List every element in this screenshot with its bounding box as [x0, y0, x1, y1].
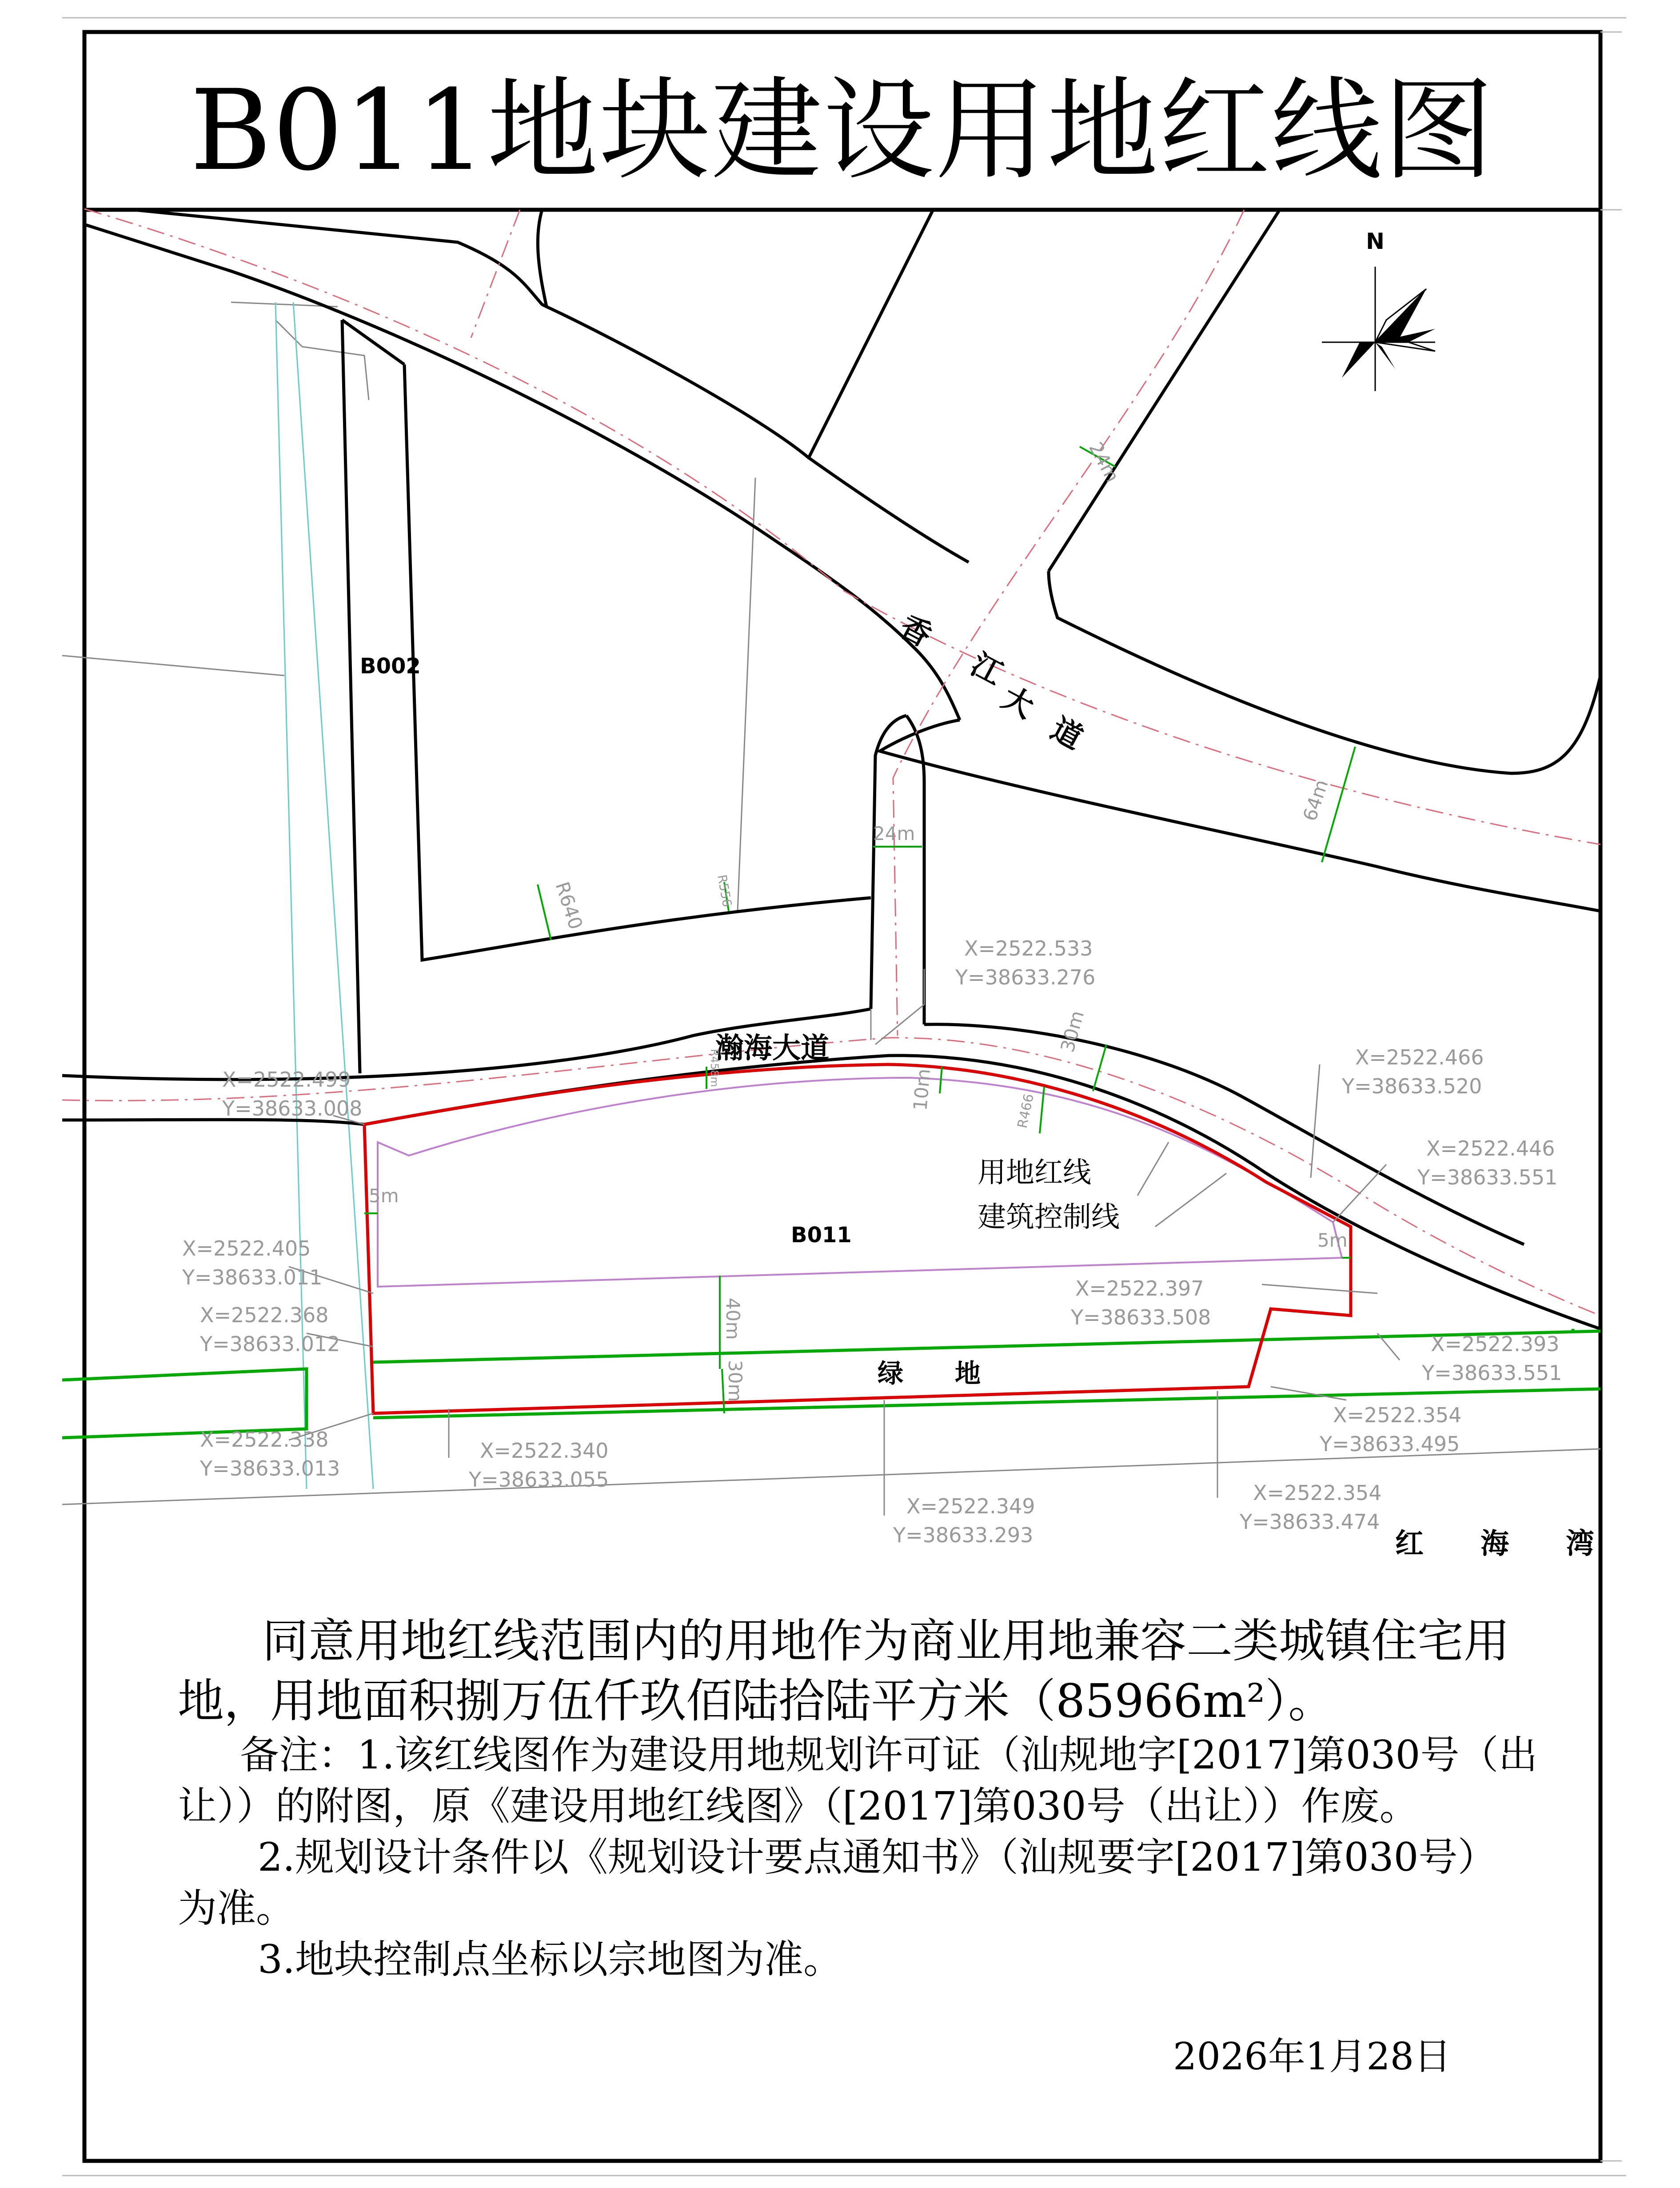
coord-y-7: Y=38633.012: [200, 1332, 340, 1356]
note1-line1: 备注：1.该红线图作为建设用地规划许可证（汕规地字[2017]第030号（出: [240, 1732, 1538, 1778]
dim-24m-top: 24m: [1085, 438, 1124, 486]
coord-y-4: Y=38633.551: [1417, 1165, 1558, 1189]
coord-y-13: Y=38633.474: [1240, 1510, 1380, 1534]
legend-control-line: 建筑控制线: [978, 1201, 1120, 1234]
road-name-xiangjiang-1: 香: [894, 609, 938, 654]
coord-x-3: X=2522.466: [1355, 1045, 1484, 1069]
road-center-lines: [62, 209, 1600, 1316]
coord-y-1: Y=38633.276: [955, 965, 1096, 989]
coord-y-12: Y=38633.293: [893, 1523, 1034, 1547]
coord-x-11: X=2522.354: [1333, 1403, 1462, 1427]
parcel-b002-label: B002: [360, 654, 421, 679]
coord-y-6: Y=38633.508: [1071, 1305, 1211, 1329]
dim-r640: R640: [551, 879, 587, 932]
coord-x-1: X=2522.533: [964, 936, 1093, 960]
coord-y-3: Y=38633.520: [1342, 1074, 1482, 1098]
dim-24m-mid: 24m: [873, 823, 915, 844]
dim-30m-green: 30m: [724, 1360, 746, 1402]
coord-y-10: Y=38633.055: [469, 1468, 609, 1492]
note3-line1: 3.地块控制点坐标以宗地图为准。: [258, 1936, 842, 1982]
coord-x-8: X=2522.393: [1431, 1332, 1560, 1356]
road-name-hanhai: 瀚海大道: [715, 1032, 829, 1065]
coord-y-8: Y=38633.551: [1422, 1361, 1562, 1385]
issue-date: 2026年1月28日: [1173, 2035, 1452, 2078]
coord-x-9: X=2522.338: [200, 1428, 329, 1452]
dim-r466: R466: [1014, 1092, 1038, 1130]
dim-30m-road: 30m: [1056, 1008, 1089, 1055]
north-arrow: [1322, 267, 1435, 391]
dimension-ticks: [364, 447, 1355, 1413]
dim-10m: 10m: [909, 1068, 935, 1112]
road-edges: [62, 210, 1600, 1329]
road-name-xiangjiang-2: 江: [965, 647, 1009, 692]
bay-label: 红 海 湾: [1395, 1528, 1594, 1560]
coord-y-2: Y=38633.008: [222, 1096, 363, 1120]
dim-40m: 40m: [722, 1298, 744, 1340]
dim-r458m: R458m: [708, 1049, 721, 1087]
dim-5m-left: 5m: [369, 1185, 399, 1207]
coord-x-2: X=2522.499: [222, 1068, 351, 1092]
coord-x-12: X=2522.349: [906, 1494, 1035, 1518]
page-title: B011地块建设用地红线图: [190, 66, 1495, 195]
approval-text-line2: 地，用地面积捌万伍仟玖佰陆拾陆平方米（85966m²）。: [178, 1674, 1335, 1728]
note2-line1: 2.规划设计条件以《规划设计要点通知书》（汕规要字[2017]第030号）: [258, 1834, 1497, 1880]
green-belt-label: 绿 地: [878, 1358, 981, 1388]
coord-x-13: X=2522.354: [1253, 1481, 1382, 1505]
legend-red-line: 用地红线: [978, 1156, 1091, 1189]
approval-text-line1: 同意用地红线范围内的用地作为商业用地兼容二类城镇住宅用: [262, 1614, 1510, 1668]
note2-line2: 为准。: [178, 1885, 295, 1931]
note1-line2: 让））的附图，原《建设用地红线图》（[2017]第030号（出让））作废。: [178, 1783, 1419, 1829]
coord-x-4: X=2522.446: [1426, 1136, 1555, 1160]
dim-r556: R556: [714, 873, 735, 908]
coord-x-6: X=2522.397: [1075, 1276, 1204, 1300]
coord-x-10: X=2522.340: [480, 1439, 609, 1463]
coord-y-9: Y=38633.013: [200, 1456, 340, 1480]
coord-y-11: Y=38633.495: [1320, 1432, 1460, 1456]
north-label: N: [1366, 228, 1385, 254]
coord-y-5: Y=38633.011: [182, 1265, 323, 1289]
dim-64m: 64m: [1298, 777, 1333, 824]
road-name-xiangjiang-4: 道: [1045, 711, 1089, 756]
building-control-line: [378, 1078, 1342, 1287]
site-red-line: [364, 1064, 1351, 1413]
coord-x-7: X=2522.368: [200, 1303, 329, 1327]
dim-5m-right: 5m: [1317, 1229, 1348, 1251]
road-name-xiangjiang-3: 大: [996, 680, 1040, 725]
parcel-b011-label: B011: [791, 1223, 852, 1248]
coord-x-5: X=2522.405: [182, 1236, 311, 1260]
